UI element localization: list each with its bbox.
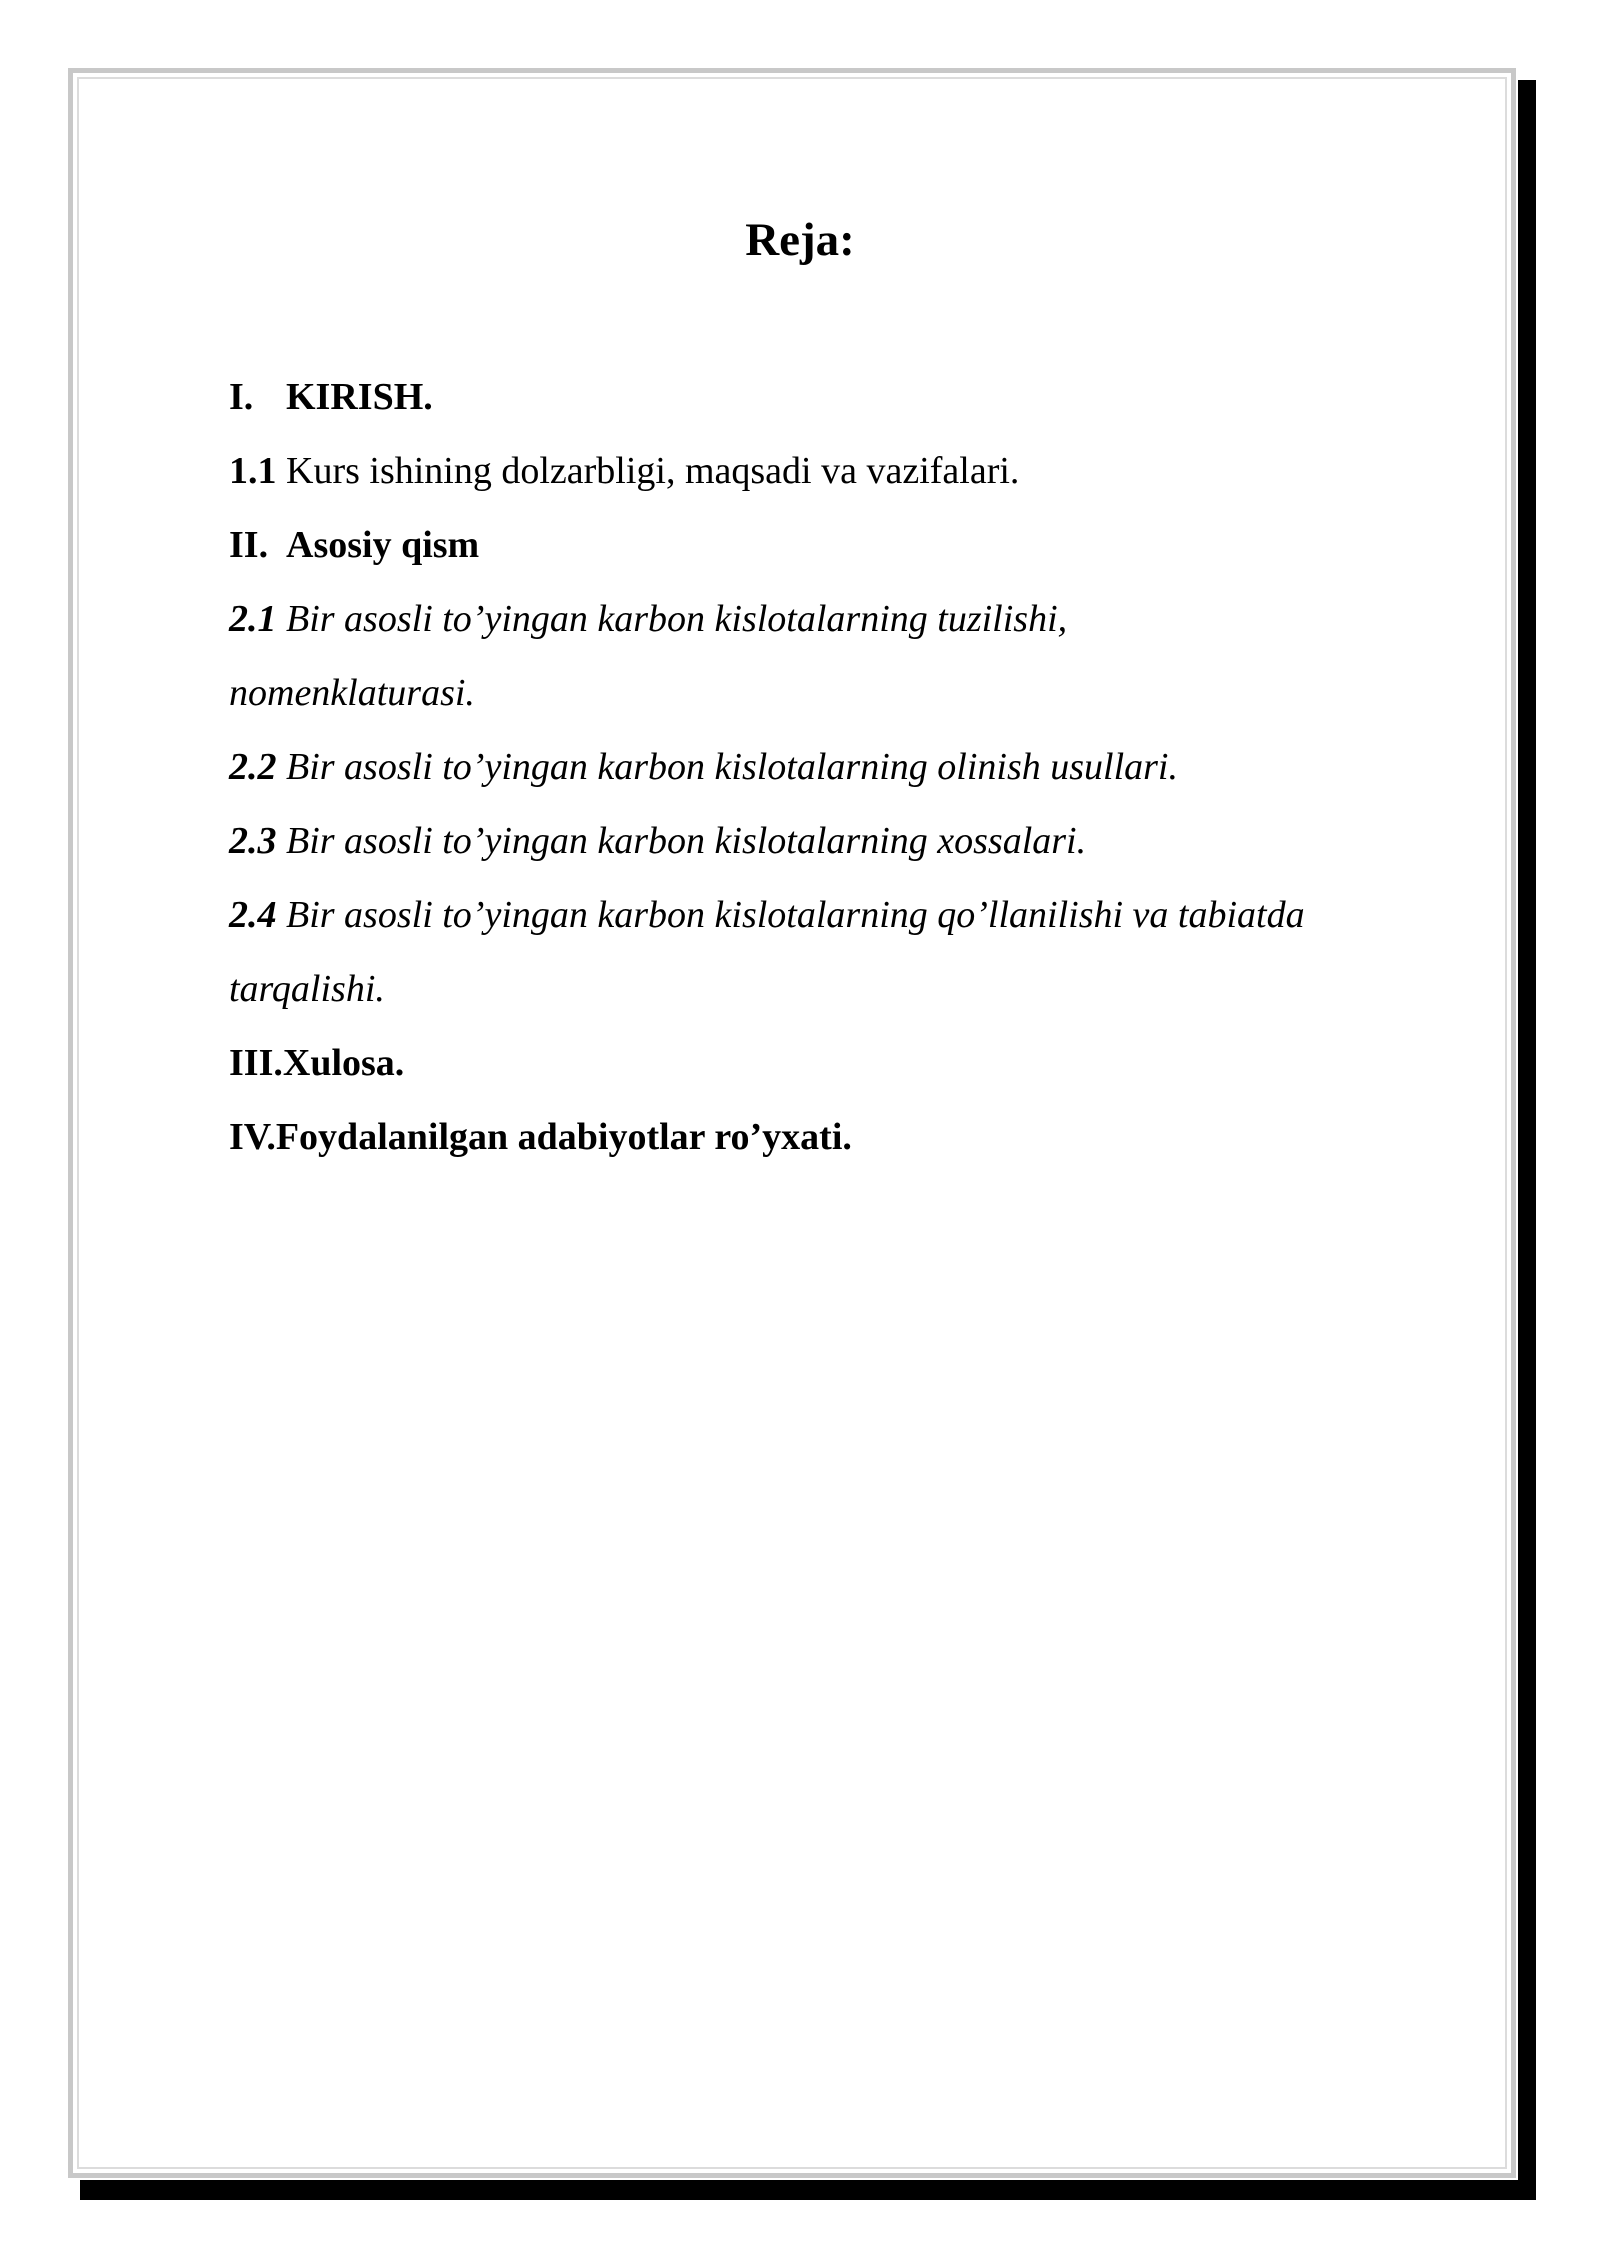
outline-text: tarqalishi. bbox=[229, 968, 385, 1010]
page-shadow-bottom bbox=[80, 2180, 1536, 2200]
outline-text: Bir asosli to’yingan karbon kislotalarning olinish usullari. bbox=[286, 746, 1178, 788]
outline-number: 2.4 bbox=[229, 894, 277, 936]
outline-item-2-3 bbox=[229, 804, 1459, 878]
outline-number: 2.3 bbox=[229, 820, 277, 862]
outline-text: Bir asosli to’yingan karbon kislotalarning xossalari. bbox=[286, 820, 1087, 862]
outline-text: nomenklaturasi. bbox=[229, 672, 475, 714]
outline-heading: Asosiy qism bbox=[286, 524, 480, 566]
outline-item-2-1 bbox=[229, 582, 1459, 656]
outline-item-1-1 bbox=[229, 434, 1459, 508]
page-title: Reja: bbox=[745, 214, 855, 266]
page-shadow-right bbox=[1518, 80, 1536, 2200]
outline-heading: Foydalanilgan adabiyotlar ro’yxati. bbox=[275, 1116, 852, 1158]
outline-number: I. bbox=[229, 376, 254, 418]
outline-text: Bir asosli to’yingan karbon kislotalarning qo’llanilishi va tabiatda bbox=[286, 894, 1305, 936]
outline-item-2-4 bbox=[229, 878, 1459, 952]
outline-item-2-2 bbox=[229, 730, 1459, 804]
outline-item-main bbox=[229, 508, 1459, 582]
outline-number: 2.2 bbox=[229, 746, 277, 788]
outline-number: 1.1 bbox=[229, 450, 277, 492]
outline-number: III. bbox=[229, 1042, 283, 1084]
outline-number: 2.1 bbox=[229, 598, 277, 640]
outline-text: Bir asosli to’yingan karbon kislotalarning tuzilishi, bbox=[286, 598, 1068, 640]
outline-item-2-4-continuation bbox=[229, 952, 1459, 1026]
outline-item-2-1-continuation bbox=[229, 656, 1459, 730]
outline-text: Kurs ishining dolzarbligi, maqsadi va vazifalari. bbox=[286, 450, 1020, 492]
outline bbox=[229, 360, 1459, 1174]
outline-number: II. bbox=[229, 524, 269, 566]
outline-heading: Xulosa. bbox=[282, 1042, 405, 1084]
outline-heading: KIRISH. bbox=[286, 376, 433, 418]
outline-item-conclusion bbox=[229, 1026, 1459, 1100]
outline-item-intro bbox=[229, 360, 1459, 434]
outline-number: IV. bbox=[229, 1116, 276, 1158]
outline-item-references bbox=[229, 1100, 1459, 1174]
